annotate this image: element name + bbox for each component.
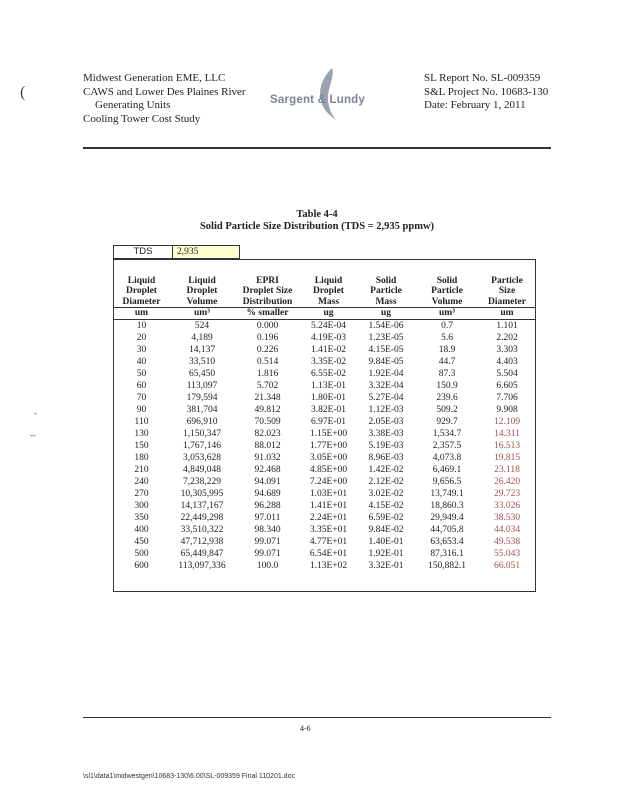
table-cell: 5.27E-04 xyxy=(368,393,404,403)
table-cell: 270 xyxy=(134,489,149,499)
table-row xyxy=(113,524,536,536)
table-cell: 696,910 xyxy=(186,417,218,427)
column-header-line: Diameter xyxy=(488,296,526,307)
table-cell: 18,860.3 xyxy=(430,501,464,511)
table-cell: 18.9 xyxy=(438,345,456,355)
table-cell: 6.605 xyxy=(496,381,518,391)
table-cell: 70.509 xyxy=(254,417,281,427)
column-header xyxy=(113,259,170,308)
table-cell: 88.012 xyxy=(254,441,281,451)
logo-text: Sargent & Lundy xyxy=(270,94,366,106)
table-cell: 66.051 xyxy=(493,561,521,571)
table-row xyxy=(113,560,536,572)
table-cell: 113,097 xyxy=(186,381,218,391)
table-cell: 150.9 xyxy=(436,381,458,391)
column-unit: um³ xyxy=(416,308,478,320)
table-cell: 3.32E-04 xyxy=(368,381,404,391)
column-unit: um xyxy=(113,308,170,320)
table-cell: 1.816 xyxy=(256,369,279,379)
column-header-line: EPRI xyxy=(256,275,279,286)
table-cell: 179,594 xyxy=(186,393,218,403)
table-cell: 1,767,146 xyxy=(183,441,221,451)
table-cell: 1.92E-04 xyxy=(368,369,404,379)
table-cell: 47,712,938 xyxy=(180,537,224,547)
table-units-row xyxy=(113,308,536,320)
column-header-line: Mass xyxy=(375,296,397,307)
table-cell: 524 xyxy=(194,321,210,331)
table-cell: 1,534.7 xyxy=(432,429,462,439)
table-cell: 7.706 xyxy=(496,393,518,403)
table-row xyxy=(113,332,536,344)
table-cell: 3.38E-03 xyxy=(368,429,404,439)
margin-mark: - xyxy=(34,408,37,418)
table-cell: 4,073.8 xyxy=(432,453,462,463)
table-row xyxy=(113,392,536,404)
table-cell: 5.6 xyxy=(441,333,453,343)
table-cell: 6.55E-02 xyxy=(310,369,347,379)
column-header-line: Droplet xyxy=(126,286,157,296)
column-header-line: Droplet xyxy=(186,286,218,296)
table-cell: 29.723 xyxy=(493,489,521,499)
table-cell: 49.812 xyxy=(254,405,281,415)
table-cell: 2.202 xyxy=(496,333,518,343)
table-cell: 350 xyxy=(134,513,149,523)
column-header-line: Liquid xyxy=(127,275,156,286)
column-header-line: Solid xyxy=(375,275,397,286)
table-cell: 0.7 xyxy=(441,321,453,331)
table-row xyxy=(113,548,536,560)
table-cell: 14.311 xyxy=(494,429,520,439)
table-cell: 381,704 xyxy=(186,405,218,415)
table-cell: 97.011 xyxy=(254,513,281,523)
report-number: SL Report No. SL-009359 xyxy=(424,72,541,84)
table-cell: 5.24E-04 xyxy=(310,321,347,331)
table-cell: 96.288 xyxy=(254,501,281,511)
column-header-line: Particle xyxy=(491,275,523,286)
table-cell: 5.504 xyxy=(496,369,518,379)
project-name-line2: Generating Units xyxy=(95,99,171,111)
column-header-line: Liquid xyxy=(188,275,216,286)
table-cell: 3.02E-02 xyxy=(368,489,404,499)
table-cell: 10,305,995 xyxy=(180,489,224,499)
column-unit: um³ xyxy=(170,308,234,320)
table-cell: 3.05E+00 xyxy=(309,453,348,463)
table-cell: 150,882.1 xyxy=(428,561,466,571)
table-cell: 300 xyxy=(134,501,149,511)
table-cell: 1,150,347 xyxy=(183,429,221,439)
table-cell: 1.15E+00 xyxy=(309,429,348,439)
table-cell: 87.3 xyxy=(438,369,456,379)
table-cell: 65,449,847 xyxy=(180,549,224,559)
margin-paren-mark: ( xyxy=(20,84,26,101)
column-header-line: Mass xyxy=(317,296,340,307)
table-cell: 55.043 xyxy=(493,549,521,559)
column-header-line: Particle xyxy=(431,286,463,296)
table-cell: 1.03E+01 xyxy=(309,489,348,499)
table-cell: 240 xyxy=(134,477,149,487)
table-cell: 91.032 xyxy=(254,453,281,463)
table-row xyxy=(113,536,536,548)
table-cell: 19.815 xyxy=(493,453,521,463)
table-cell: 4,189 xyxy=(191,333,213,343)
table-row xyxy=(113,500,536,512)
table-cell: 6.54E+01 xyxy=(309,549,348,559)
column-header xyxy=(478,259,536,308)
margin-mark: -- xyxy=(30,430,36,440)
table-cell: 1.40E-01 xyxy=(368,537,404,547)
table-cell: 12.109 xyxy=(493,417,521,427)
table-cell: 1.80E-01 xyxy=(310,393,347,403)
table-cell: 92.468 xyxy=(254,465,281,475)
logo-swoosh-icon xyxy=(262,62,392,122)
table-cell: 10 xyxy=(136,321,147,331)
table-cell: 3.32E-01 xyxy=(368,561,404,571)
column-header xyxy=(301,259,356,308)
table-cell: 110 xyxy=(134,417,149,427)
column-header-line: Volume xyxy=(186,296,218,307)
table-cell: 94.091 xyxy=(254,477,281,487)
table-cell: 65,450 xyxy=(188,369,216,379)
table-cell: 60 xyxy=(136,381,147,391)
table-cell: 9.84E-05 xyxy=(368,357,404,367)
table-cell: 6,469.1 xyxy=(432,465,462,475)
column-header-line: Diameter xyxy=(122,296,161,307)
table-cell: 4.15E-05 xyxy=(368,345,404,355)
column-header-line: Liquid xyxy=(314,275,343,286)
table-cell: 87,316.1 xyxy=(430,549,464,559)
table-cell: 3.82E-01 xyxy=(310,405,347,415)
table-cell: 1.23E-05 xyxy=(368,333,404,343)
table-cell: 5.19E-03 xyxy=(368,441,404,451)
table-cell: 9.84E-02 xyxy=(368,525,404,535)
table-cell: 1.77E+00 xyxy=(309,441,348,451)
table-cell: 0.514 xyxy=(256,357,279,367)
table-cell: 210 xyxy=(134,465,149,475)
table-cell: 3,053,628 xyxy=(183,453,221,463)
table-row xyxy=(113,344,536,356)
table-cell: 33,510 xyxy=(188,357,216,367)
table-cell: 23.118 xyxy=(494,465,520,475)
table-cell: 929.7 xyxy=(436,417,458,427)
column-header-line: Droplet xyxy=(313,286,344,296)
table-row xyxy=(113,512,536,524)
table-cell: 99.071 xyxy=(254,549,281,559)
column-header-line: Particle xyxy=(370,286,402,296)
table-row xyxy=(113,380,536,392)
column-header xyxy=(170,259,234,308)
table-row xyxy=(113,440,536,452)
table-cell: 22,449,298 xyxy=(180,513,224,523)
table-cell: 1.101 xyxy=(496,321,518,331)
table-cell: 4.403 xyxy=(496,357,518,367)
table-title-block xyxy=(83,209,551,233)
table-cell: 16.513 xyxy=(493,441,521,451)
table-row xyxy=(113,404,536,416)
table-cell: 14,137,167 xyxy=(180,501,224,511)
table-cell: 9.908 xyxy=(496,405,518,415)
table-cell: 1.41E+01 xyxy=(309,501,348,511)
table-cell: 1.92E-01 xyxy=(368,549,404,559)
table-cell: 44.034 xyxy=(493,525,521,535)
table-cell: 4.19E-03 xyxy=(310,333,347,343)
table-row xyxy=(113,452,536,464)
table-cell: 30 xyxy=(136,345,147,355)
table-cell: 7,238,229 xyxy=(183,477,221,487)
table-cell: 40 xyxy=(136,357,147,367)
table-cell: 100.0 xyxy=(256,561,279,571)
table-cell: 130 xyxy=(134,429,149,439)
table-row xyxy=(113,356,536,368)
table-cell: 6.97E-01 xyxy=(310,417,347,427)
tds-value: 2,935 xyxy=(172,245,240,259)
column-header xyxy=(416,259,478,308)
table-cell: 2.05E-03 xyxy=(368,417,404,427)
table-cell: 1.42E-02 xyxy=(368,465,404,475)
table-cell: 49.538 xyxy=(493,537,521,547)
table-cell: 4.15E-02 xyxy=(368,501,404,511)
column-header-line: Size xyxy=(498,286,516,296)
table-cell: 180 xyxy=(134,453,149,463)
table-row xyxy=(113,320,536,333)
table-cell: 4.85E+00 xyxy=(309,465,348,475)
table-cell: 1.12E-03 xyxy=(368,405,404,415)
table-row xyxy=(113,464,536,476)
table-cell: 44,705.8 xyxy=(430,525,464,535)
table-header-row xyxy=(113,259,536,308)
column-header xyxy=(356,259,416,308)
table-cell: 33.026 xyxy=(493,501,521,511)
project-number: S&L Project No. 10683-130 xyxy=(424,85,549,98)
table-cell: 0.196 xyxy=(256,333,279,343)
header-left-block xyxy=(83,72,246,126)
table-title: Table 4-4 xyxy=(296,209,338,220)
table-cell: 6.59E-02 xyxy=(368,513,404,523)
table-cell: 3.35E+01 xyxy=(309,525,348,535)
table-cell: 8.96E-03 xyxy=(368,453,404,463)
table-cell: 239.6 xyxy=(436,393,458,403)
table-cell: 1.13E-01 xyxy=(310,381,347,391)
table-cell: 3.303 xyxy=(496,345,518,355)
table-cell: 38.530 xyxy=(493,513,521,523)
header-rule xyxy=(83,147,551,149)
table-cell: 50 xyxy=(136,369,147,379)
column-header xyxy=(234,259,301,308)
table-cell: 29,949.4 xyxy=(430,513,464,523)
table-cell: 20 xyxy=(136,333,147,343)
table-cell: 150 xyxy=(134,441,149,451)
footer-rule xyxy=(83,717,551,718)
table-cell: 14,137 xyxy=(188,345,216,355)
table-row xyxy=(113,476,536,488)
study-name: Cooling Tower Cost Study xyxy=(83,112,201,125)
table-cell: 2.24E+01 xyxy=(309,513,348,523)
table-row xyxy=(113,428,536,440)
table-cell: 94.689 xyxy=(254,489,281,499)
particle-size-table xyxy=(113,259,536,572)
column-unit: % smaller xyxy=(234,308,301,320)
column-unit: ug xyxy=(356,308,416,320)
column-header-line: Volume xyxy=(431,296,463,307)
table-cell: 9,656.5 xyxy=(432,477,462,487)
table-cell: 0.000 xyxy=(256,321,279,331)
tds-label: TDS xyxy=(113,245,173,259)
table-cell: 70 xyxy=(136,393,147,403)
table-cell: 63,653.4 xyxy=(430,537,464,547)
table-cell: 98.340 xyxy=(254,525,281,535)
table-cell: 90 xyxy=(136,405,147,415)
table-cell: 1.41E-02 xyxy=(310,345,347,355)
table-cell: 2,357.5 xyxy=(432,441,462,451)
table-row xyxy=(113,368,536,380)
column-header-line: Droplet Size xyxy=(242,286,293,296)
table-cell: 44.7 xyxy=(438,357,456,367)
table-cell: 113,097,336 xyxy=(178,561,226,571)
sargent-lundy-logo xyxy=(262,62,392,122)
table-cell: 13,749.1 xyxy=(430,489,464,499)
table-cell: 82.023 xyxy=(254,429,281,439)
file-path: \sl1\data1\midwestgen\10683-130\6.00\SL-009359 Final 110201.doc xyxy=(83,773,295,780)
table-cell: 26.420 xyxy=(493,477,521,487)
column-header-line: Distribution xyxy=(242,296,293,307)
table-cell: 4.77E+01 xyxy=(309,537,348,547)
table-cell: 509.2 xyxy=(436,405,458,415)
table-cell: 5.702 xyxy=(256,381,279,391)
table-cell: 33,510,322 xyxy=(180,525,224,535)
table-row xyxy=(113,416,536,428)
table-row xyxy=(113,488,536,500)
table-cell: 1.13E+02 xyxy=(309,561,348,571)
table-cell: 450 xyxy=(134,537,149,547)
table-cell: 7.24E+00 xyxy=(309,477,348,487)
table-cell: 4,849,048 xyxy=(183,465,221,475)
page-number: 4-6 xyxy=(300,724,311,733)
column-unit: ug xyxy=(301,308,356,320)
table-cell: 3.35E-02 xyxy=(310,357,347,367)
table-subtitle: Solid Particle Size Distribution (TDS = 2,935 ppmw) xyxy=(199,221,435,232)
header-right-block xyxy=(424,72,548,113)
table-cell: 2.12E-02 xyxy=(368,477,404,487)
table-cell: 99.071 xyxy=(254,537,281,547)
report-date: Date: February 1, 2011 xyxy=(424,99,526,111)
table-cell: 400 xyxy=(134,525,149,535)
column-header-line: Solid xyxy=(436,275,458,286)
table-cell: 0.226 xyxy=(256,345,279,355)
table-cell: 1.54E-06 xyxy=(368,321,404,331)
project-name-line1: CAWS and Lower Des Plaines River xyxy=(83,85,246,98)
column-unit: um xyxy=(478,308,536,320)
table-cell: 500 xyxy=(134,549,149,559)
company-name: Midwest Generation EME, LLC xyxy=(83,72,226,84)
table-cell: 600 xyxy=(134,561,149,571)
table-body xyxy=(113,320,536,573)
table-cell: 21.348 xyxy=(254,393,281,403)
